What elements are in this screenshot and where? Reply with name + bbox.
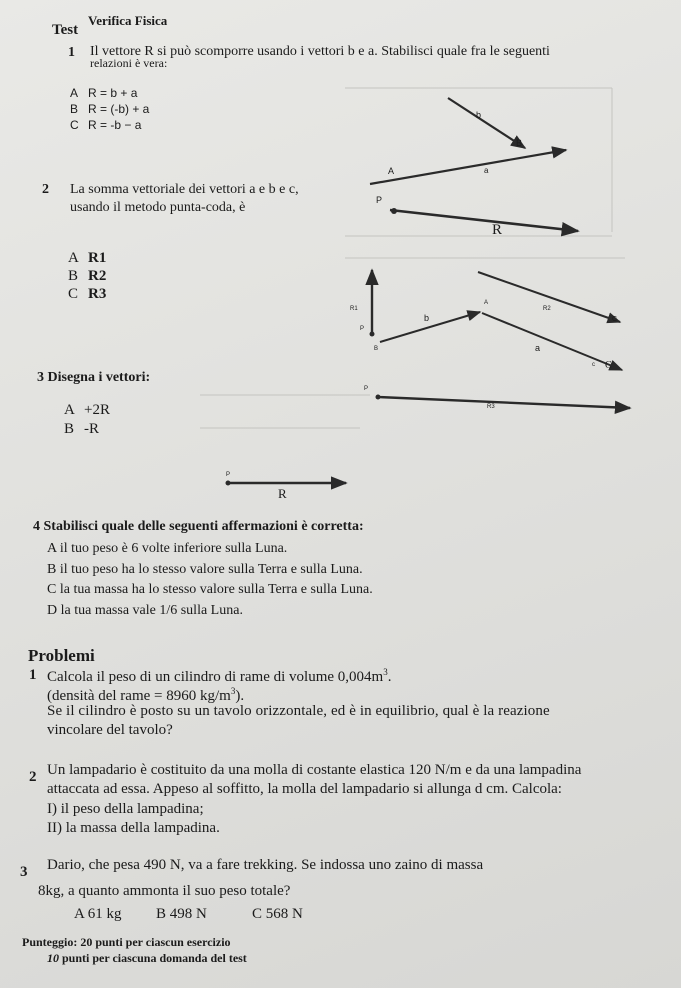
q1-option-a-text: R = b + a (88, 86, 138, 100)
q2-vector-diagram (370, 270, 631, 408)
p3-option-b: B 498 N (156, 906, 207, 922)
q1-number: 1 (68, 45, 75, 60)
q2-label-R2: R2 (543, 306, 551, 312)
q1-vector-a (370, 150, 566, 184)
q2-option-c-letter: C (68, 286, 79, 302)
q2-vector-R2 (478, 272, 620, 322)
q2-vector-a (482, 313, 622, 370)
p1-line2: (densità del rame = 8960 $kg/m^3$). (47, 686, 245, 704)
p2-line1: Un lampadario è costituito da una molla di costante elastica 120 N/m e da una lampadina (47, 762, 582, 778)
q1-option-b-text: R = (-b) + a (88, 102, 150, 116)
footer-score-line1: Punteggio: 20 punti per ciascun esercizio (22, 935, 231, 949)
q1-label-b: b (476, 110, 482, 120)
q3-label-R: R (278, 486, 287, 501)
q2-text-line1: La somma vettoriale dei vettori a e b e c, (70, 182, 299, 197)
q3-vector-diagram (226, 481, 347, 486)
q3-title: 3 Disegna i vettori: (37, 370, 151, 385)
q2-label-C2: C (605, 360, 612, 371)
q3-option-b-letter: B (64, 421, 75, 437)
p3-option-c: C 568 N (252, 906, 303, 922)
q4-option-b: B il tuo peso ha lo stesso valore sulla Terra e sulla Luna. (47, 562, 363, 577)
q1-label-P: P (376, 195, 383, 205)
p2-number: 2 (29, 769, 37, 785)
problems-title: Problemi (28, 646, 95, 665)
q2-label-a: a (535, 343, 541, 353)
p1-number: 1 (29, 667, 37, 683)
q3-option-b-text: -R (84, 421, 99, 437)
p1-line4: vincolare del tavolo? (47, 722, 173, 738)
q2-label-c: c (592, 362, 595, 368)
q2-label-R3: R3 (487, 404, 495, 410)
q1-vector-b (448, 98, 525, 148)
q1-option-b-letter: B (70, 102, 79, 116)
q2-vector-R3 (378, 397, 630, 408)
q2-label-P2: P (364, 386, 369, 392)
q1-option-a-letter: A (70, 86, 79, 100)
q2-option-a-text: R1 (88, 250, 107, 266)
p3-option-a: A 61 kg (74, 906, 122, 922)
figure-frame-lines (200, 88, 625, 428)
q2-label-R1: R1 (350, 306, 358, 312)
q2-option-b-letter: B (68, 268, 79, 284)
q2-label-A: A (484, 300, 489, 306)
p3-line2: 8kg, a quanto ammonta il suo peso totale? (38, 883, 291, 899)
q4-title: 4 Stabilisci quale delle seguenti affermazioni è corretta: (33, 519, 364, 534)
q2-label-P1: P (360, 326, 365, 332)
p3-line1: Dario, che pesa 490 N, va a fare trekking. Se indossa uno zaino di massa (47, 857, 484, 873)
q3-point-p (226, 481, 231, 486)
test-label: Test (52, 22, 79, 38)
subject-title: Verifica Fisica (88, 13, 168, 28)
q1-label-B: B (516, 138, 523, 148)
q1-label-R: R (492, 222, 503, 238)
q1-option-c-text: R = -b − a (88, 118, 142, 132)
p1-line1: Calcola il peso di un cilindro di rame di volume $0,004m^3$. (47, 667, 392, 685)
q2-option-c-text: R3 (88, 286, 107, 302)
q1-vector-R (390, 210, 578, 231)
q2-point-p1 (370, 332, 375, 337)
q1-point-p (391, 208, 397, 214)
q1-option-c-letter: C (70, 118, 79, 132)
q2-option-a-letter: A (68, 250, 79, 266)
footer-score-line2: 10 punti per ciascuna domanda del test (47, 951, 247, 965)
q2-label-C: C (612, 316, 618, 323)
q1-label-a: a (484, 166, 489, 175)
q1-text-line2: relazioni è vera: (90, 56, 168, 70)
q4-option-c: C la tua massa ha lo stesso valore sulla Terra e sulla Luna. (47, 582, 373, 597)
q4-option-a: A il tuo peso è 6 volte inferiore sulla Luna. (47, 541, 288, 556)
q4-option-d: D la tua massa vale 1/6 sulla Luna. (47, 603, 243, 618)
p1-line3: Se il cilindro è posto su un tavolo orizzontale, ed è in equilibrio, qual è la reazione (47, 703, 550, 719)
q1-text-line1: Il vettore R si può scomporre usando i vettori b e a. Stabilisci quale fra le seguenti (90, 44, 550, 59)
q2-option-b-text: R2 (88, 268, 107, 284)
q3-option-a-letter: A (64, 402, 75, 418)
q3-option-a-text: +2R (84, 402, 110, 418)
q2-number: 2 (42, 182, 49, 197)
q2-label-B: B (374, 346, 379, 352)
p3-number: 3 (20, 864, 28, 880)
q2-label-b: b (424, 313, 430, 323)
q2-vector-b (380, 312, 480, 342)
q1-label-A: A (388, 166, 395, 176)
p2-item2: II) la massa della lampadina. (47, 820, 220, 836)
q3-label-P: P (226, 472, 231, 478)
q2-point-p2 (376, 395, 381, 400)
p2-line2: attaccata ad essa. Appeso al soffitto, la molla del lampadario si allunga d cm. Calcola: (47, 781, 562, 797)
q2-text-line2: usando il metodo punta-coda, è (70, 200, 246, 215)
p2-item1: I) il peso della lampadina; (47, 801, 204, 817)
q1-vector-diagram (370, 98, 578, 231)
